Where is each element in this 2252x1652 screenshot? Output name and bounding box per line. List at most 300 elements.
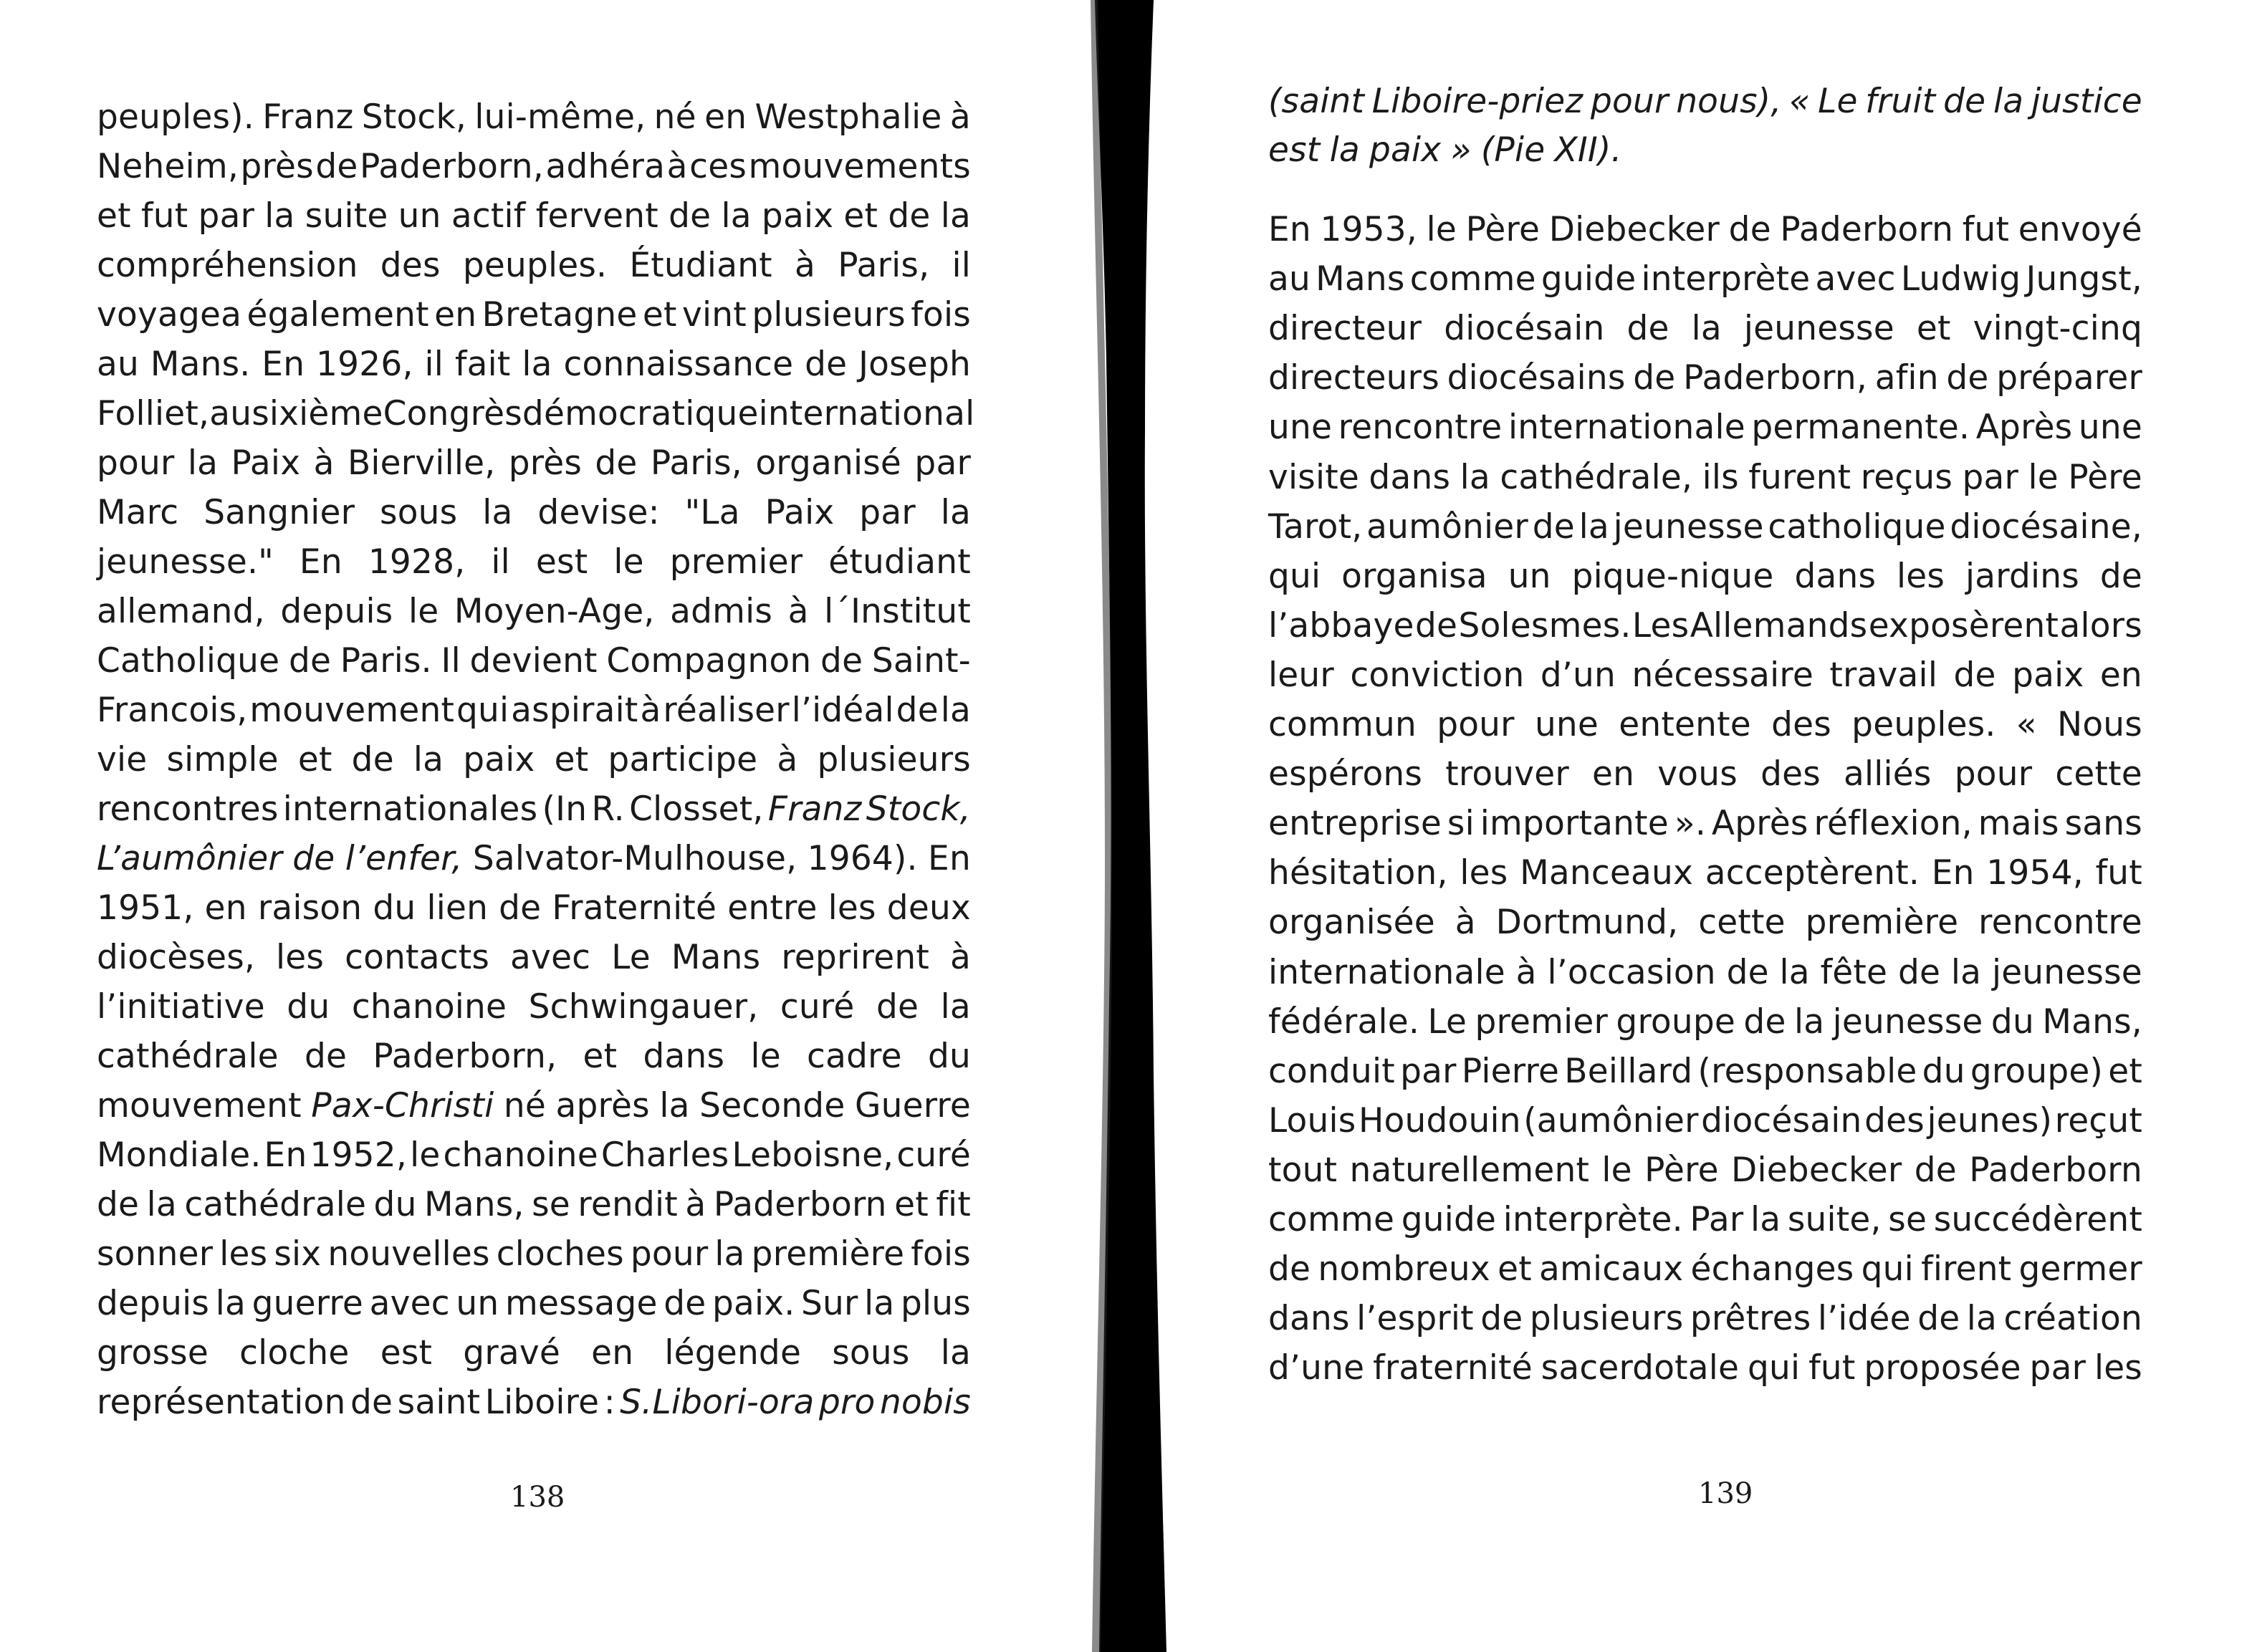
word: furent (1748, 457, 1851, 497)
word: amicaux (1539, 1249, 1684, 1290)
word: (responsable (1697, 1051, 1917, 1091)
word: fut (1962, 210, 2010, 249)
word: internationales (282, 789, 538, 829)
word: 1928, (368, 542, 466, 582)
word: de (315, 147, 358, 186)
text-line (1268, 852, 2142, 895)
word: vint (682, 295, 747, 335)
word: pour (1954, 754, 2033, 794)
text-line (97, 96, 971, 139)
word: ces (689, 147, 747, 186)
word: qui (456, 691, 509, 730)
word: l’initiative (97, 987, 265, 1027)
word: de (896, 691, 939, 730)
word: Charles (600, 1135, 729, 1175)
word: paix (2012, 655, 2084, 695)
word: les (219, 1234, 268, 1274)
word: paix. (711, 1284, 795, 1323)
word: compréhension (97, 246, 358, 285)
word: international (758, 394, 975, 433)
word: pour (1437, 705, 1515, 744)
word: 1954, (1986, 853, 2084, 893)
word: l’occasion (1547, 952, 1716, 992)
word: en (434, 295, 477, 335)
word: et (97, 196, 131, 236)
word: la (940, 691, 971, 730)
text-line (1268, 406, 2142, 449)
word: groupe) (1970, 1051, 2104, 1091)
word: Nous (2056, 705, 2142, 744)
text-line (1268, 703, 2142, 746)
word: (saint (1268, 82, 1365, 121)
word: grosse (97, 1333, 209, 1373)
word: mouvement (97, 1086, 302, 1125)
word: paix (1369, 130, 1442, 170)
word: ils (1702, 457, 1739, 497)
word: de (1728, 210, 1771, 249)
word: fédérale. (1268, 1002, 1420, 1042)
word: de (595, 443, 638, 483)
word: cathédrale, (1500, 457, 1693, 497)
word: de (1914, 1150, 1957, 1190)
text-line (97, 986, 971, 1029)
word: lien (426, 888, 489, 928)
word: de (669, 196, 711, 236)
word: 1952, (310, 1135, 408, 1175)
word: au (97, 345, 139, 384)
word: chanoine (443, 1135, 598, 1175)
word: jardins (1965, 556, 2079, 596)
word: plusieurs (1529, 1299, 1684, 1339)
text-line (97, 640, 971, 683)
text-line (97, 343, 971, 386)
text-line (97, 936, 971, 979)
word: une (1534, 705, 1599, 744)
word: Le (1427, 1002, 1467, 1042)
word: rendit (578, 1185, 678, 1224)
word: mouvement (249, 691, 455, 730)
word: la (264, 196, 295, 236)
word: d’un (1540, 655, 1616, 695)
word: de (1633, 358, 1676, 398)
word: 1953, (1320, 210, 1418, 249)
word: XII). (1554, 130, 1622, 170)
word: 1951, (97, 888, 194, 928)
word: Liboire (484, 1383, 600, 1422)
word: fut (140, 196, 188, 236)
word: sans (2064, 804, 2142, 844)
word: fois (911, 1234, 971, 1274)
word: reçut (2054, 1100, 2142, 1140)
word: entre (727, 888, 818, 928)
text-line (1268, 1248, 2142, 1291)
word: à (640, 691, 661, 730)
word: jeunesse." (97, 542, 274, 582)
word: la (482, 493, 513, 532)
word: la (1779, 952, 1810, 992)
word: Mondiale. (97, 1135, 262, 1175)
word: l’enfer, (345, 839, 463, 878)
text-line (1268, 1149, 2142, 1192)
word: 1926, (316, 345, 413, 384)
word: « (1789, 82, 1811, 121)
word: directeurs (1268, 358, 1439, 398)
word: rencontre (1978, 903, 2142, 943)
word: par (1962, 457, 2019, 497)
word: de (351, 740, 394, 779)
word: Mans, (2042, 1002, 2142, 1042)
word: fête (1820, 952, 1888, 992)
word: étudiant (828, 542, 971, 582)
word: plusieurs (752, 295, 906, 335)
word: Allemands (1690, 605, 1868, 645)
word: les (828, 888, 876, 928)
word: reprirent (781, 938, 929, 977)
word: du (1922, 1051, 1965, 1091)
word: réaliser (663, 691, 790, 730)
text-line (1268, 307, 2142, 350)
word: les (1460, 853, 1508, 893)
text-line (1268, 555, 2142, 598)
word: conduit (1268, 1051, 1395, 1091)
word: six (274, 1234, 322, 1274)
word: et (583, 1037, 618, 1076)
word: cathédrale (97, 1037, 279, 1076)
word: à (1515, 952, 1537, 992)
word: et (554, 740, 589, 779)
word: la (1793, 1002, 1825, 1042)
word: à (949, 97, 971, 137)
text-line (1268, 80, 2142, 123)
word: espérons (1268, 754, 1423, 794)
word: légende (664, 1333, 802, 1373)
text-line (1268, 1347, 2142, 1390)
word: Après (1975, 408, 2073, 448)
word: Pax-Christi (311, 1086, 494, 1125)
text-line (97, 788, 971, 831)
word: l´Institut (824, 592, 971, 631)
word: Marc (97, 493, 179, 532)
word: groupe (1616, 1002, 1736, 1042)
word: Moyen-Age, (454, 592, 655, 631)
word: succédèrent (1933, 1200, 2142, 1239)
word: vous (1657, 754, 1738, 794)
word: né (503, 1086, 546, 1125)
word: et (894, 1185, 929, 1224)
word: l’idée (1817, 1299, 1911, 1339)
word: l’idéal (791, 691, 894, 730)
word: fit (936, 1185, 971, 1224)
word: de (97, 1185, 140, 1224)
word: les (1897, 556, 1945, 596)
word: peuples. (462, 246, 608, 285)
word: acceptèrent. (1705, 853, 1920, 893)
word: des (1864, 1100, 1925, 1140)
text-line (97, 294, 971, 337)
word: qui (1861, 1249, 1914, 1290)
word: jeunesse (1613, 506, 1764, 547)
word: il (424, 345, 444, 384)
word: il (491, 542, 510, 582)
word: cette (1698, 903, 1786, 943)
word: internationale (1268, 952, 1505, 992)
word: le (750, 1037, 781, 1076)
word: Paris, (838, 246, 930, 285)
word: du (1990, 1002, 2034, 1042)
word: leur (1268, 655, 1334, 695)
word: jeunesse (1743, 309, 1894, 349)
word: fervent (535, 196, 658, 236)
word: envoyé (2018, 210, 2142, 249)
word: la (940, 987, 971, 1027)
word: jeunesse (1991, 952, 2142, 992)
word: Schwingauer, (528, 987, 759, 1027)
word: de (1917, 1299, 1960, 1339)
word: Paderborn, (1683, 358, 1868, 398)
word: saint (397, 1383, 481, 1422)
word: du (287, 987, 330, 1027)
word: l’abbaye (1268, 605, 1414, 645)
text-line (97, 1381, 971, 1424)
word: le (613, 542, 644, 582)
word: de (888, 196, 931, 236)
word: interprète (1641, 259, 1811, 299)
word: cloches (496, 1234, 624, 1274)
word: de (876, 987, 919, 1027)
word: Paderborn (1969, 1150, 2142, 1190)
word: nécessaire (1631, 655, 1813, 695)
word: Pierre (1461, 1051, 1560, 1091)
word: devient (469, 641, 598, 681)
word: message (504, 1284, 658, 1323)
word: Par (1690, 1200, 1744, 1239)
word: internationale (1508, 408, 1745, 448)
word: de (1415, 605, 1458, 645)
word: un (1508, 556, 1551, 596)
word: la (1966, 1299, 1998, 1339)
word: nous), (1676, 82, 1782, 121)
word: suite (305, 196, 388, 236)
word: la (1750, 1200, 1781, 1239)
word: Jungst, (2026, 259, 2142, 299)
word: sacerdotale (1541, 1348, 1740, 1388)
word: et (843, 196, 878, 236)
word: Joseph (858, 345, 971, 384)
word: guide (1401, 1200, 1497, 1239)
word: la (187, 443, 219, 483)
word: qui (1268, 556, 1321, 596)
text-line (1268, 802, 2142, 845)
word: au (209, 394, 252, 433)
word: Après (1711, 804, 1808, 844)
word: lui-même, (474, 97, 646, 137)
word: Seconde (699, 1086, 845, 1125)
word: visite (1268, 457, 1359, 497)
word: Salvator-Mulhouse, (472, 839, 797, 878)
word: le (1601, 1150, 1632, 1190)
text-line (97, 1085, 971, 1128)
word: (Pie (1480, 130, 1546, 170)
word: la (940, 196, 971, 236)
word: fut (1808, 1348, 1856, 1388)
word: la (1329, 130, 1360, 170)
text-line (97, 590, 971, 633)
word: dans (1794, 556, 1877, 596)
word: » (1450, 130, 1472, 170)
word: L’aumônier (97, 839, 282, 878)
text-line (97, 393, 975, 436)
word: le (410, 1135, 441, 1175)
word: la (1460, 457, 1490, 497)
word: de (288, 641, 332, 681)
word: guide (1541, 259, 1637, 299)
text-line (1268, 654, 2142, 697)
word: comme (1409, 259, 1536, 299)
word: entreprise (1268, 804, 1442, 844)
text-line (1268, 1100, 2142, 1143)
word: est (1268, 130, 1321, 170)
word: Neheim, (97, 147, 239, 186)
word: fait (454, 345, 511, 384)
word: en (704, 97, 747, 137)
word: jeunesse (1832, 1002, 1983, 1042)
word: préparer (1996, 358, 2142, 398)
word: par (2029, 1348, 2086, 1388)
word: reçus (1860, 457, 1953, 497)
text-line (97, 195, 971, 238)
word: plus (901, 1284, 971, 1323)
word: ». (1674, 804, 1706, 844)
word: le (1426, 210, 1457, 249)
text-line (97, 1332, 971, 1375)
word: (In (542, 789, 588, 829)
word: nombreux (1318, 1249, 1490, 1290)
word: premier (669, 542, 803, 582)
word: la (940, 493, 971, 532)
word: prêtres (1690, 1299, 1811, 1339)
word: se (532, 1185, 570, 1224)
word: organisa (1341, 556, 1487, 596)
word: et (2108, 1051, 2142, 1091)
word: fraternité (1373, 1348, 1533, 1388)
word: organisé (755, 443, 902, 483)
word: Mans (671, 938, 761, 977)
word: Saint- (871, 641, 971, 681)
word: firent (1921, 1249, 2012, 1290)
word: paix (463, 740, 535, 779)
word: Ludwig (1900, 259, 2021, 299)
word: actif (451, 196, 526, 236)
word: importante (1480, 804, 1669, 844)
word: à (1455, 903, 1476, 943)
word: création (2003, 1299, 2142, 1339)
word: sixième (251, 394, 383, 433)
word: près (240, 147, 314, 186)
word: mouvements (748, 147, 971, 186)
word: diocésains (1447, 358, 1626, 398)
word: afin (1874, 358, 1939, 398)
word: nouvelles (327, 1234, 490, 1274)
word: Paderborn (713, 1185, 887, 1224)
word: à (313, 443, 335, 483)
word: contacts (345, 938, 490, 977)
word: Franz (767, 789, 862, 829)
word: la (1691, 309, 1722, 349)
word: entente (1619, 705, 1751, 744)
word: Houdouin (1359, 1100, 1521, 1140)
word: cette (2055, 754, 2142, 794)
text-line (97, 1282, 971, 1325)
word: la (146, 1185, 177, 1224)
text-line (1268, 456, 2142, 499)
word: diocésain (1444, 309, 1605, 349)
word: cloche (239, 1333, 350, 1373)
word: Closset, (629, 789, 764, 829)
word: Dortmund, (1495, 903, 1679, 943)
word: Franz (262, 97, 354, 137)
word: avec (510, 938, 591, 977)
word: pour (1590, 82, 1669, 121)
word: rencontre (1338, 408, 1503, 448)
text-line (97, 442, 971, 485)
word: dans (1369, 457, 1451, 497)
word: peuples. (1851, 705, 1996, 744)
word: exposèrent (1868, 605, 2059, 645)
word: en (2099, 655, 2142, 695)
word: catholique (1768, 506, 1946, 547)
word: également (246, 295, 429, 335)
word: du (373, 888, 416, 928)
word: justice (2031, 82, 2142, 121)
word: Catholique (97, 641, 280, 681)
text-line (1268, 901, 2142, 944)
word: Étudiant (629, 246, 772, 285)
word: diocésain (1701, 1100, 1862, 1140)
word: Fraternité (552, 888, 717, 928)
word: En (264, 1135, 307, 1175)
text-line (1268, 357, 2142, 400)
word: dans (643, 1037, 725, 1076)
word: après (555, 1086, 650, 1125)
word: sous (380, 493, 458, 532)
word: organisée (1268, 903, 1435, 943)
word: connaissance (563, 345, 794, 384)
word: « (2016, 705, 2037, 744)
word: aumônier (1366, 506, 1528, 547)
word: Mans, (424, 1185, 524, 1224)
text-line (97, 1134, 971, 1177)
word: Liboire-priez (1371, 82, 1583, 121)
word: Beillard (1564, 1051, 1693, 1091)
word: Paix (765, 493, 835, 532)
word: première (751, 1234, 905, 1274)
word: et (1916, 309, 1951, 349)
word: Sangnier (203, 493, 355, 532)
word: raison (257, 888, 363, 928)
text-line (1268, 605, 2142, 648)
word: le (2028, 457, 2059, 497)
word: gravé (463, 1333, 560, 1373)
text-line (1268, 1199, 2142, 1242)
word: il (952, 246, 971, 285)
word: de (304, 1037, 348, 1076)
word: pour (630, 1234, 709, 1274)
word: à (685, 1185, 706, 1224)
word: nobis (880, 1383, 971, 1422)
word: d’une (1268, 1348, 1365, 1388)
word: alors (2059, 605, 2142, 645)
text-line (1268, 951, 2142, 994)
